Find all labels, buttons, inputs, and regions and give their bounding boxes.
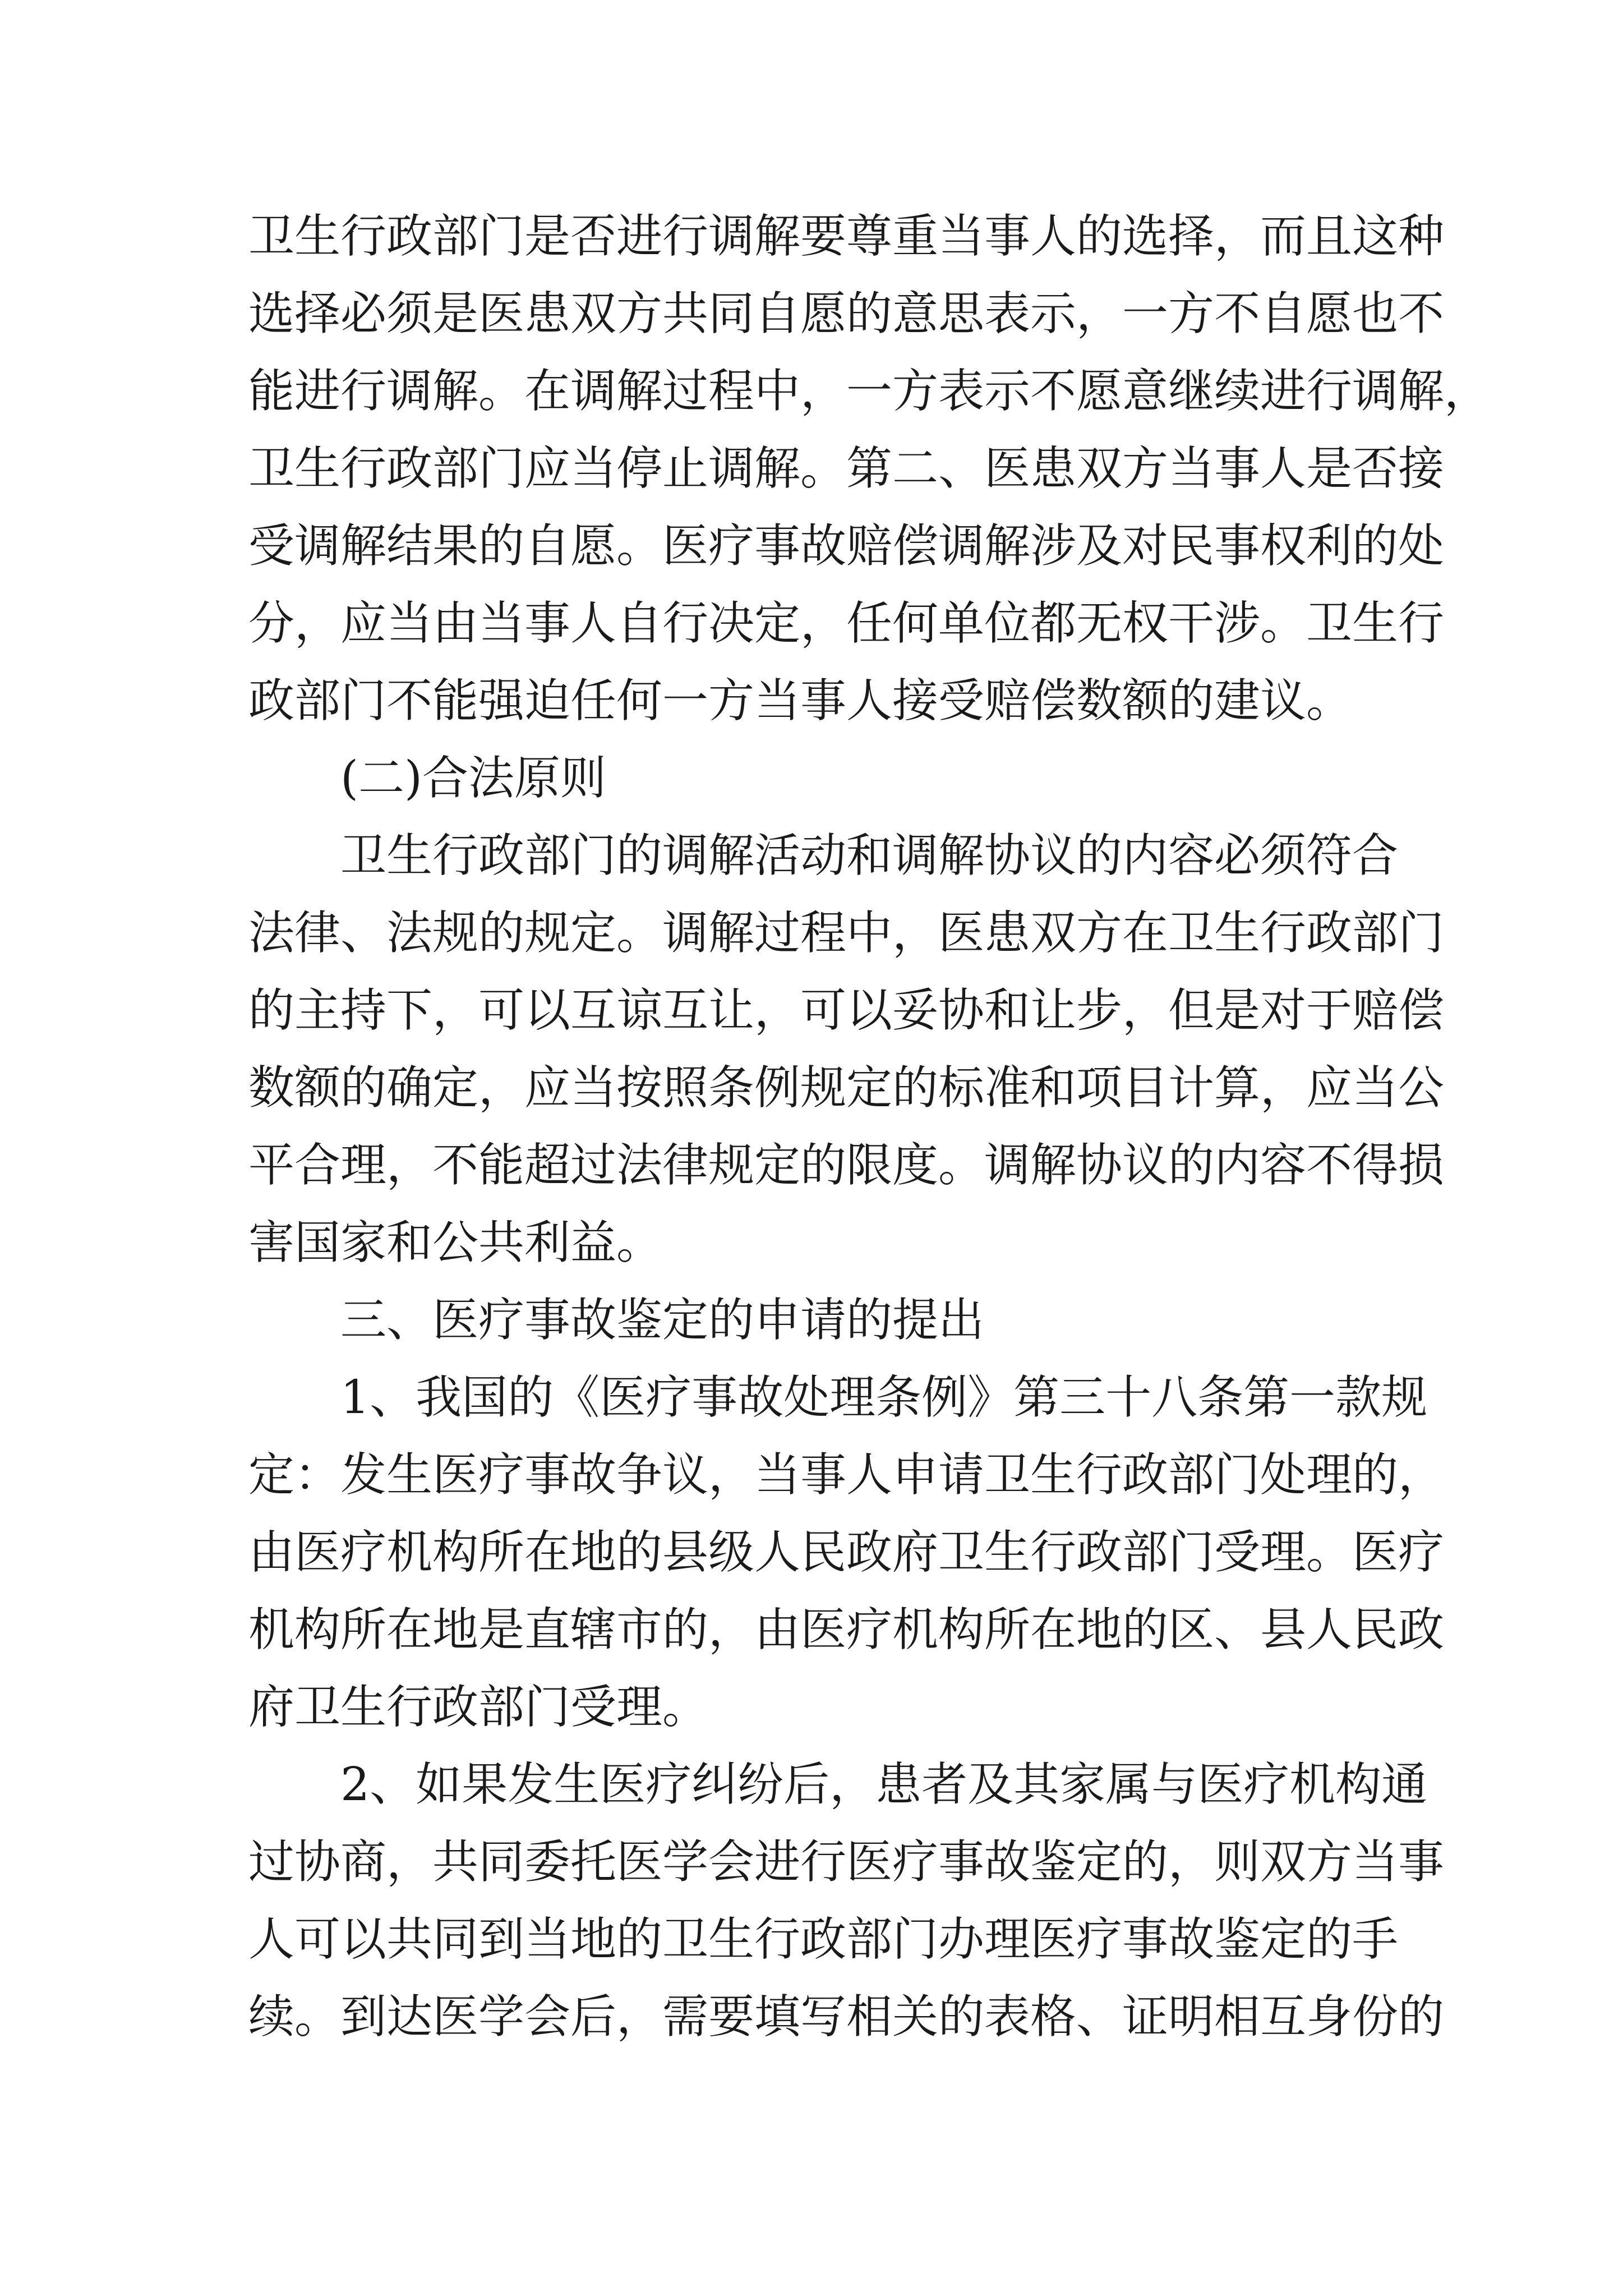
text-line: 1、我国的《医疗事故处理条例》第三十八条第一款规: [340, 1371, 1428, 1424]
section-heading: 三、医疗事故鉴定的申请的提出: [340, 1294, 985, 1347]
text-line: 过协商，共同委托医学会进行医疗事故鉴定的，则双方当事: [248, 1835, 1445, 1889]
text-line: 定：发生医疗事故争议，当事人申请卫生行政部门处理的，: [248, 1448, 1445, 1502]
text-line: 数额的确定，应当按照条例规定的标准和项目计算，应当公: [248, 1061, 1445, 1115]
text-line: 的主持下，可以互谅互让，可以妥协和让步，但是对于赔偿: [248, 984, 1445, 1037]
text-line: 政部门不能强迫任何一方当事人接受赔偿数额的建议。: [248, 674, 1353, 728]
text-line: 机构所在地是直辖市的，由医疗机构所在地的区、县人民政: [248, 1603, 1445, 1657]
text-line: 法律、法规的规定。调解过程中，医患双方在卫生行政部门: [248, 907, 1445, 960]
text-line: 由医疗机构所在地的县级人民政府卫生行政部门受理。医疗: [248, 1526, 1445, 1579]
text-line: 分，应当由当事人自行决定，任何单位都无权干涉。卫生行: [248, 597, 1445, 650]
text-line: 卫生行政部门应当停止调解。第二、医患双方当事人是否接: [248, 442, 1445, 495]
text-line: 2、如果发生医疗纠纷后，患者及其家属与医疗机构通: [340, 1758, 1428, 1811]
text-line: 府卫生行政部门受理。: [248, 1681, 709, 1734]
text-line: 续。到达医学会后，需要填写相关的表格、证明相互身份的: [248, 1990, 1445, 2044]
text-line: 能进行调解。在调解过程中，一方表示不愿意继续进行调解，: [248, 365, 1491, 418]
text-line: 选择必须是医患双方共同自愿的意思表示，一方不自愿也不: [248, 287, 1445, 341]
text-line: 卫生行政部门的调解活动和调解协议的内容必须符合: [340, 829, 1399, 882]
text-line: 平合理，不能超过法律规定的限度。调解协议的内容不得损: [248, 1139, 1445, 1192]
section-heading: (二)合法原则: [340, 752, 606, 805]
text-line: 受调解结果的自愿。医疗事故赔偿调解涉及对民事权利的处: [248, 519, 1445, 573]
text-line: 卫生行政部门是否进行调解要尊重当事人的选择，而且这种: [248, 210, 1445, 263]
text-line: 害国家和公共利益。: [248, 1216, 663, 1269]
text-line: 人可以共同到当地的卫生行政部门办理医疗事故鉴定的手: [248, 1913, 1399, 1966]
